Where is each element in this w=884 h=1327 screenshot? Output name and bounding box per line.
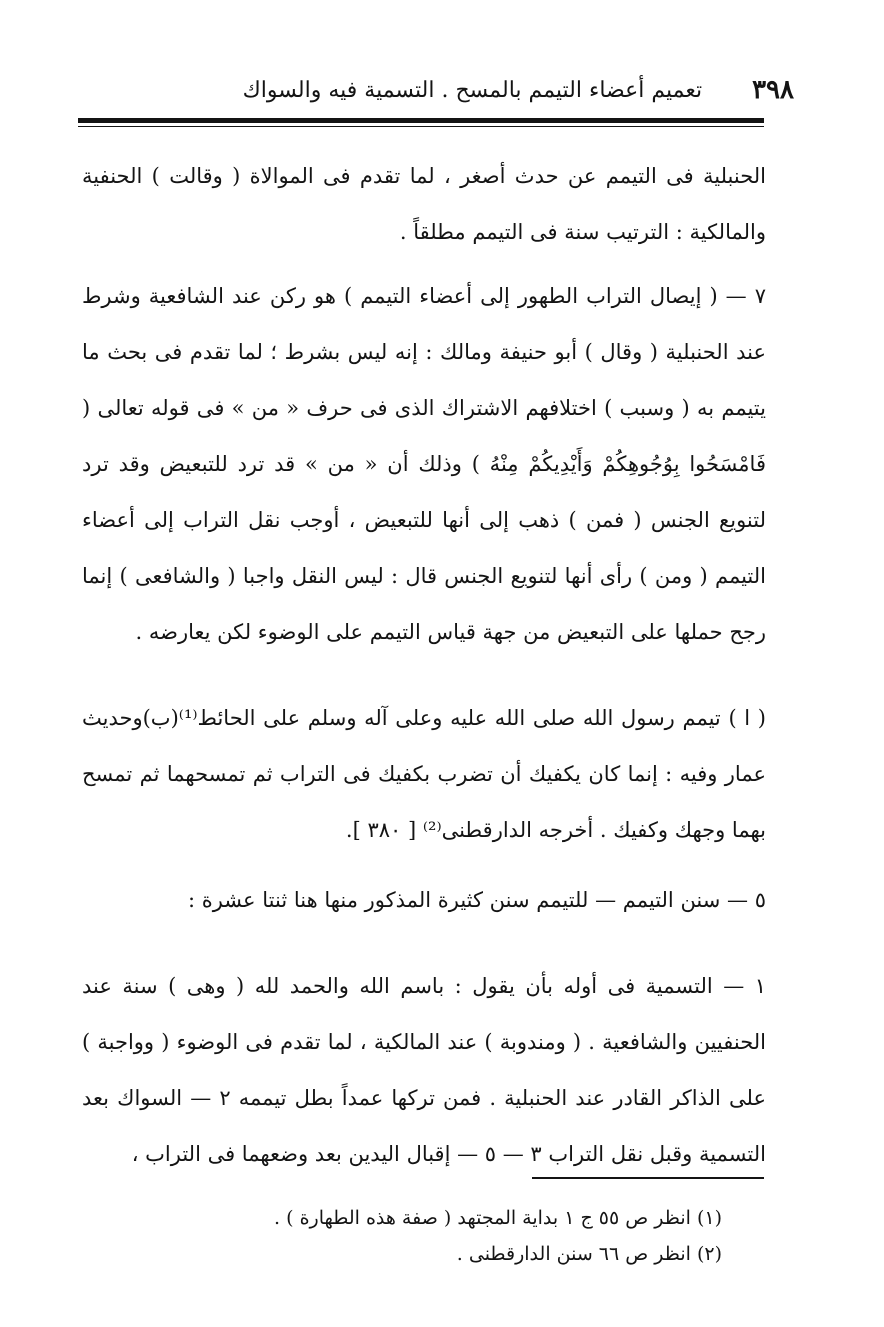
- paragraph-hadith-evidence: ( ا ) تيمم رسول الله صلى الله عليه وعلى آله وسلم على الحائط⁽¹⁾(ب)وحديث عمار وفيه : إنما كان يكفيك أن تضرب بكفيك فى التراب ثم تمسحهما ثم تمسح بهما وجهك وكفيك . أخرجه الدارقطنى⁽²⁾ [ ٣٨٠ ].: [82, 706, 766, 842]
- header-rule-thick: [78, 118, 764, 123]
- section-heading-sunan: ٥ — سنن التيمم — للتيمم سنن كثيرة المذكور منها هنا ثنتا عشرة :: [187, 888, 766, 912]
- page-header: [80, 70, 794, 110]
- footnotes: [200, 1200, 722, 1272]
- footnote-2: (٢) انظر ص ٦٦ سنن الدارقطنى .: [456, 1243, 722, 1265]
- paragraph-point-seven: ٧ — ( إيصال التراب الطهور إلى أعضاء التيمم ) هو ركن عند الشافعية وشرط عند الحنبلية ( وقال ) أبو حنيفة ومالك : إنه ليس بشرط ؛ لما تقدم فى بحث ما يتيمم به ( وسبب ) اختلافهم الاشتراك الذى فى حرف « من » فى قوله تعالى ( فَامْسَحُوا بِوُجُوهِكُمْ وَأَيْدِيكُمْ مِنْهُ ) وذلك أن « من » قد ترد للتبعيض وقد ترد لتنويع الجنس ( فمن ) ذهب إلى أنها للتبعيض ، أوجب نقل التراب إلى أعضاء التيمم ( ومن ) رأى أنها لتنويع الجنس قال : ليس النقل واجبا ( والشافعى ) إنما رجح حملها على التبعيض من جهة قياس التيمم على الوضوء لكن يعارضه .: [82, 284, 766, 644]
- running-title: تعميم أعضاء التيمم بالمسح . التسمية فيه والسواك: [242, 77, 703, 103]
- paragraph-continuation: الحنبلية فى التيمم عن حدث أصغر ، لما تقدم فى الموالاة ( وقالت ) الحنفية والمالكية : الترتيب سنة فى التيمم مطلقاً .: [82, 164, 766, 244]
- footnote-1: (١) انظر ص ٥٥ ج ١ بداية المجتهد ( صفة هذه الطهارة ) .: [274, 1207, 722, 1229]
- paragraph-sunan-list: ١ — التسمية فى أوله بأن يقول : باسم الله والحمد لله ( وهى ) سنة عند الحنفيين والشافعية . ( ومندوبة ) عند المالكية ، لما تقدم فى الوضوء ( وواجبة ) على الذاكر القادر عند الحنبلية . فمن تركها عمداً بطل تيممه ٢ — السواك بعد التسمية وقبل نقل التراب ٣ — ٥ — إقبال اليدين بعد وضعهما فى التراب ،: [82, 974, 766, 1166]
- header-rule-thin: [78, 126, 764, 127]
- page-number: ٣٩٨: [752, 75, 794, 105]
- footnote-rule: [532, 1177, 764, 1179]
